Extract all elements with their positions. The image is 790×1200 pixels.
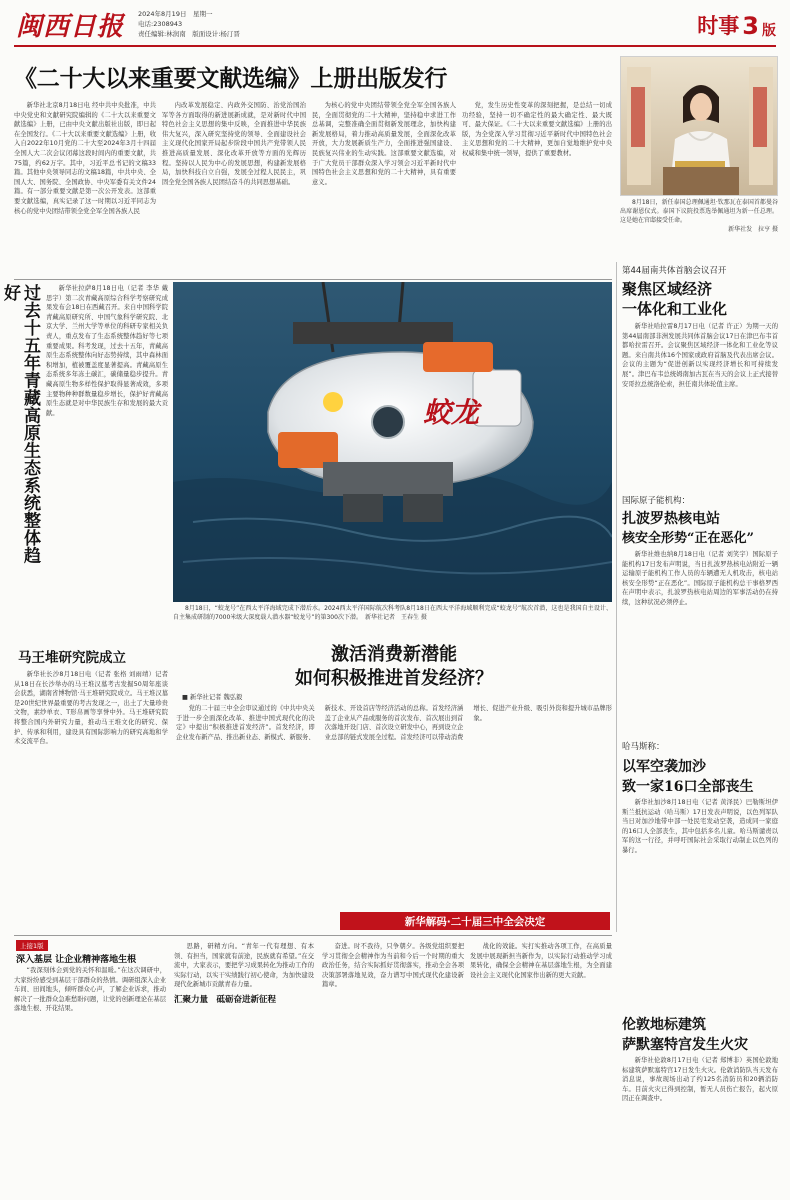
masthead-rule: [14, 45, 776, 47]
london-column: [622, 1056, 778, 1194]
jiaolong-caption: [173, 604, 612, 634]
byline-marker-icon: ■: [182, 694, 190, 701]
jiaolong-caption-text: [173, 604, 612, 622]
bottom-text-1: “我深刻体会到党的关怀和温暖。”在这次调研中，大家纷纷感受到基层干部群众的热情。调研组深入企业车间、田间地头，倾听群众心声，了解企业诉求，推动解决了一批群众急难愁盼问题，让党的创新理论在基层落地生根、开花结果。: [14, 967, 166, 1013]
bottom-kicker: 深入基层 让企业精神落地生根: [16, 955, 137, 965]
pm-caption-text: 8月18日，新任泰国总理佩通坦·钦那瓦在泰国首都曼谷出席谢恩仪式。泰国下议院投票选举佩通坦为新一任总理。这是她在官邸接受任命。: [620, 199, 778, 224]
london-headline-1: 伦敦地标建筑: [622, 1017, 706, 1033]
sadc-kicker: 第44届南共体首脑会议召开: [622, 266, 727, 276]
bottom-column-2: [174, 942, 314, 1194]
page-suffix: 版: [762, 23, 776, 39]
sadc-column: [622, 322, 778, 490]
consumption-banner-text: 新华解码·二十届三中全会决定: [404, 915, 546, 928]
pm-photo-caption: [620, 198, 778, 258]
bottom-rule: [14, 935, 612, 936]
gaza-text: 新华社加沙8月18日电（记者 黄泽民）巴勒斯坦伊斯兰抵抗运动（哈马斯）17日发表声明说，以色列军队当日对加沙地带中部一处民宅发动空袭，造成同一家庭的16口人全部丧生，其中包括多名儿童。哈马斯谴责以军的这一行径，并呼吁国际社会采取行动制止以色列的暴行。: [622, 799, 778, 854]
lead-headline: 《二十大以来重要文献选编》上册出版发行: [14, 65, 448, 92]
lead-text-2: 内改革发展稳定、内政外交国防、治党治国治军等各方面取得的新进展新成就，是对新时代中国特色社会主义思想的集中反映，全面推进中华民族伟大复兴，深入研究坚持党的领导、全面建设社会主义现代化国家开局起步阶段中国共产党带领人民推进高质量发展、深化改革开放等方面的光辉历程。坚持以人民为中心的发展思想，构建新发展格局，加快科技自立自强，发展全过程人民民主，巩固全党全国各族人民团结奋斗的共同思想基础。: [162, 102, 306, 186]
lead-column-3: [312, 101, 456, 261]
consumption-body: [176, 704, 612, 910]
lead-column-1: [14, 101, 156, 277]
consumption-byline-text: 新华社记者 魏弘毅: [189, 694, 243, 701]
tibet-headline: 过去十五年青藏高原生态系统整体趋好: [0, 284, 40, 564]
consumption-byline: [182, 692, 242, 701]
bottom-text-2: 思路，研精方向。“青年一代有理想、有本领、有担当，国家就有前途，民族就有希望。”在交流中，大家表示，要把学习成果转化为推动工作的实际行动，以实干实绩践行初心使命，为加快建设现代化新城市贡献青春力量。: [174, 943, 314, 989]
gaza-headline-2: 致一家16口全部丧生: [622, 779, 754, 795]
continued-label: 上接1版: [20, 942, 44, 950]
sadc-text: 新华社哈拉雷8月17日电（记者 许正）为期一天的第44届南部非洲发展共同体首脑会议17日在津巴布韦首都哈拉雷召开。会议聚焦区域经济一体化和工业化等议题。来自南共体16个国家或政府首脑及代表出席会议。会议的主题为“促进创新以实现经济增长和可持续发展”。津巴布韦总统姆南加古瓦在当天的会议上正式接替安哥拉总统洛伦索，担任南共体轮值主席。: [622, 323, 778, 388]
masthead: [0, 0, 790, 44]
consumption-headline-1: 激活消费新潜能: [331, 644, 457, 665]
pm-photo: [620, 56, 778, 196]
lead-text-1: 新华社北京8月18日电 经中共中央批准，中共中央党史和文献研究院编辑的《二十大以来重要文献选编》上册，已由中央文献出版社出版，即日起在全国发行。《二十大以来重要文献选编》上册，收入自2022年10月党的二十大至2024年3月十四届全国人大二次会议闭幕这段时间内的重要文献，共75篇，约62万字。其中，习近平总书记的文稿33篇。其他中央领导同志的文稿18篇，中共中央、全国人大、国务院、全国政协、中央军委有关文件24篇。有一部分重要文献是第一次公开发表。这部重要文献选编，真实记录了这一时期以习近平同志为核心的党中央团结带领全党全军全国各族人民: [14, 102, 156, 215]
consumption-banner: [340, 912, 610, 930]
masthead-editor: 责任编辑:林润南 版面设计:杨汀晋: [138, 30, 240, 38]
jiaolong-hull-label: 蛟龙: [423, 396, 480, 429]
pm-caption-credit: 新华社发 拉亨 摄: [728, 226, 778, 233]
gaza-kicker: 哈马斯称：: [622, 742, 665, 752]
nuclear-text: 新华社维也纳8月18日电（记者 刘笑宇）国际原子能机构17日发布声明说，当日扎波罗热核电站附近一辆运输原子能机构工作人员的车辆遭无人机攻击，核电站核安全形势“正在恶化”。国际原子能机构总干事格罗西在声明中表示，扎波罗热核电站周边的军事活动仍在持续，这种状况必须停止。: [622, 551, 778, 606]
nuclear-kicker: 国际原子能机构：: [622, 496, 691, 506]
section-header: [697, 10, 776, 40]
bottom-column-1: [14, 966, 166, 1194]
bottom-text-4: 战化的效能。实打实推动各项工作，在高质量发展中展现新担当新作为，以实际行动推动学习成果转化，确保全会精神在基层落地生根，为全面建设社会主义现代化国家作出新的更大贡献。: [470, 943, 612, 979]
jiaolong-caption-body: 8月18日，“蛟龙号”在西太平洋海域完成下潜后水。2024西太平洋国际航次科考队8月18日在西太平洋海域顺利完成“蛟龙号”航次首潜，这也是我国自主设计、自主集成研制的7000米级大深度载人潜水器“蛟龙号”的第300次下潜。: [173, 605, 612, 621]
masthead-logo: 闽西日报: [16, 12, 125, 42]
section-name: 时事: [697, 14, 740, 38]
mawangdui-headline: 马王堆研究院成立: [18, 650, 126, 666]
sadc-headline-1: 聚焦区域经济: [622, 280, 713, 298]
sadc-headline-2: 一体化和工业化: [622, 300, 728, 318]
london-headline-2: 萨默塞特宫发生火灾: [622, 1037, 748, 1053]
tibet-column: [46, 284, 168, 612]
tibet-text: 新华社拉萨8月18日电（记者 李华 戴思宇）第二次青藏高原综合科学考察研究成果发布会18日在西藏召开。来自中国科学院青藏高原研究所、中国气象科学研究院、北京大学、兰州大学等单位的科研专家相关负责人，重点发布了生态系统整体趋好等七项重要成果。科考发现，过去十五年，青藏高原生态系统整体向好态势持续，其中森林面积增加，植被覆盖度显著提高。青藏高原生态系统多年冻土碳汇，碳储量稳步提升。青藏高原生物多样性保护取得显著成效，多项主要物种种群数量稳步增长，保护好青藏高原生态就是对中华民族生存和发展的最大贡献。: [46, 285, 168, 417]
gaza-column: [622, 798, 778, 1010]
nuclear-headline-2: 核安全形势“正在恶化”: [622, 531, 754, 546]
jiaolong-graphic: [173, 282, 612, 602]
lead-text-4: 党，发生历史性变革的深刻把握，是总结一切成功经验，坚持一切不确定性的最大确定性、最大既可、最大保证。《二十大以来重要文献选编》上册的出版，为全党深入学习贯彻习近平新时代中国特色社会主义思想和党的二十大精神，更加自觉地维护党中央权威和集中统一领导，提供了重要教材。: [462, 102, 612, 157]
lead-column-2: [162, 101, 306, 261]
consumption-headline-2: 如何积极推进首发经济？: [295, 668, 493, 689]
mawangdui-text: 新华社长沙8月18日电（记者 张格 刘雨靖）记者从18日在长沙举办的马王堆汉墓考古发掘50周年座谈会获悉，湖南省博物馆·马王堆研究院成立。马王堆汉墓是20世纪世界最重要的考古发现之一，出土了大量珍贵文物，素纱单衣、T形帛画等享誉中外。马王堆研究院将整合国内外研究力量，推动马王堆文化的研究、保护、传承和利用，建设具有国际影响力的研究高地和学术交流平台。: [14, 671, 168, 746]
nuclear-column: [622, 550, 778, 732]
lead-rule: [14, 279, 612, 280]
page-number: 3: [742, 12, 759, 40]
lead-column-4: [462, 101, 612, 261]
bottom-column-4: [470, 942, 612, 1194]
jiaolong-photo: [173, 282, 612, 602]
jiaolong-caption-credit: 新华社记者 王春生 摄: [364, 614, 427, 621]
continued-box: [16, 940, 48, 951]
consumption-text: 党的二十届三中全会审议通过的《中共中央关于进一步全面深化改革、推进中国式现代化的决定》中提出“积极推进首发经济”。首发经济，即企业发布新产品、推出新业态、新模式、新服务、新技术、开设首店等经济活动的总称。首发经济涵盖了企业从产品或服务的首次发布、首次展出到首次落地开设门店、首次设立研发中心，再到设立企业总部的链式发展全过程。首发经济可以带动消费增长、促进产业升级、吸引外资和提升城市品牌形象。: [176, 705, 612, 741]
lead-text-3: 为核心的党中央团结带领全党全军全国各族人民，全面贯彻党的二十大精神，坚持稳中求进工作总基调，完整准确全面贯彻新发展理念，加快构建新发展格局，着力推动高质量发展，全面深化改革开放，大力发展新质生产力，全面推进强国建设、民族复兴伟业的生动实践。这部重要文献选编，对于广大党员干部群众深入学习领会习近平新时代中国特色社会主义思想和党的二十大精神，具有重要意义。: [312, 102, 456, 186]
london-text: 新华社伦敦8月17日电（记者 郑博非）英国伦敦地标建筑萨默塞特宫17日发生火灾。伦敦消防队当天发布消息说，事故现场出动了约125名消防员和20辆消防车。目前火灾已得到控制，暂无人员伤亡报告，起火原因正在调查中。: [622, 1057, 778, 1103]
right-column-divider: [616, 262, 617, 932]
nuclear-headline-1: 扎波罗热核电站: [622, 511, 720, 527]
pm-photo-graphic: [621, 57, 778, 196]
bottom-column-3: [322, 942, 464, 1194]
masthead-phone: 电话:2308943: [138, 20, 183, 28]
masthead-date: 2024年8月19日 星期一: [138, 10, 213, 18]
gaza-headline-1: 以军空袭加沙: [622, 759, 706, 775]
bottom-text-3: 奋进。时不我待，只争朝夕。各级党组织要把学习贯彻全会精神作为当前和今后一个时期的重大政治任务，结合实际抓好贯彻落实，推动全会各项决策部署落地见效，奋力谱写中国式现代化建设新篇章。: [322, 943, 464, 989]
bottom-subhead: 汇聚力量 砥砺奋进新征程: [174, 994, 277, 1005]
mawangdui-column: [14, 670, 168, 932]
